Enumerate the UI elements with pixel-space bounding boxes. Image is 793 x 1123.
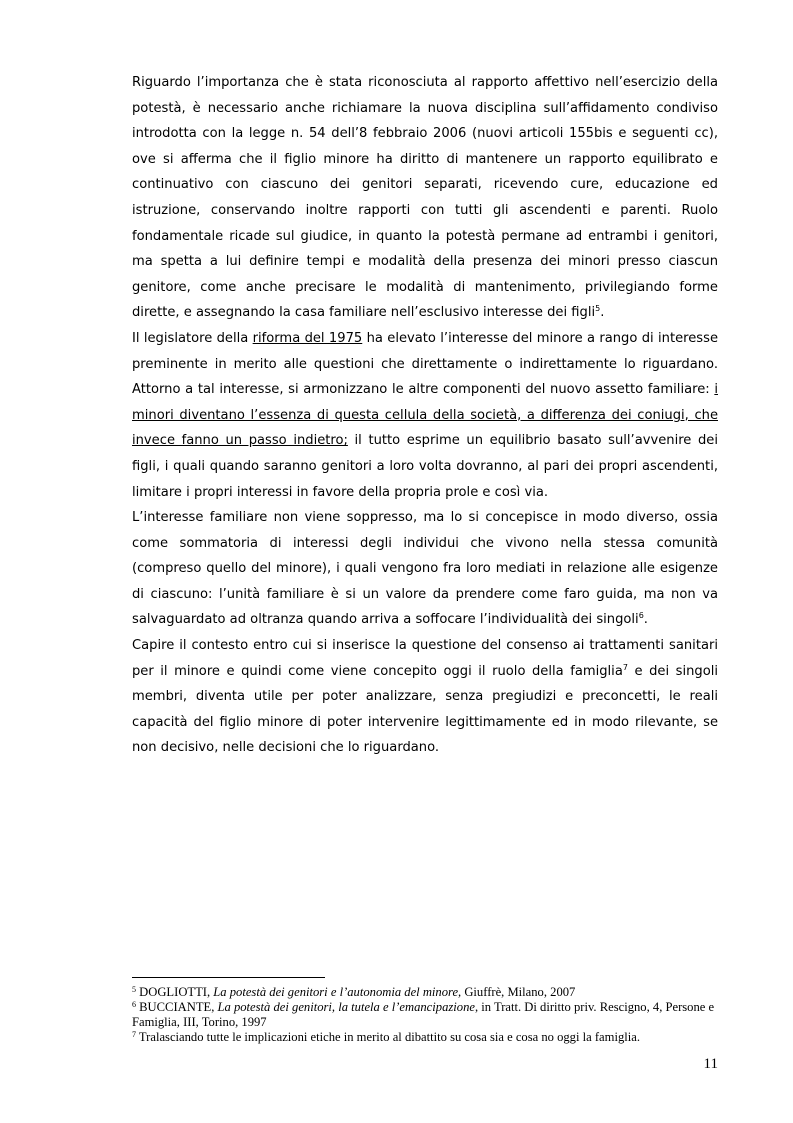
footnote-number: 7 (132, 1030, 136, 1039)
footnote-title: La potestà dei genitori e l’autonomia del minore, (213, 985, 462, 999)
underlined-passage: i minori diventano l’essenza di questa cellula della società, a differenza dei coniugi, che invece fanno un passo indietro; (132, 382, 718, 449)
footnote-source: Giuffrè, Milano, 2007 (461, 985, 576, 999)
paragraph-end: il tutto esprime un equilibrio basato sull’avvenire dei figli, i quali quando saranno genitori a loro volta dovranno, al pari dei propri ascendenti, limitare i propri interessi in favore della propria prole e così via. (132, 433, 718, 500)
footnote-source: , in Tratt. Di diritto priv. Rescigno, 4, Persone e Famiglia, III, Torino, 1997 (132, 1000, 715, 1029)
paragraph-text: Il legislatore della (132, 330, 253, 346)
footnote-ref-6[interactable]: 6 (638, 611, 644, 621)
body-text (132, 70, 718, 761)
footnote-ref-5[interactable]: 5 (595, 304, 601, 314)
paragraph-end: e dei singoli membri, diventa utile per poter analizzare, senza pregiudizi e preconcetti, le reali capacità del figlio minore di poter intervenire legittimamente ed in modo rilevante, se non decisivo, nelle decisioni che lo riguardano. (132, 663, 719, 756)
paragraph-text: ha elevato l’interesse del minore a rango di interesse preminente in merito alle questioni che direttamente o indirettamente lo riguardano. Attorno a tal interesse, si armonizzano le altre componenti del nuovo assetto familiare: (132, 330, 718, 398)
paragraph-text: Capire il contesto entro cui si inserisce la questione del consenso ai trattamenti sanitari per il minore e quindi come viene concepito oggi il ruolo della famiglia (132, 638, 718, 679)
riforma-link[interactable]: riforma del 1975 (252, 330, 363, 346)
paragraph-1 (132, 70, 718, 326)
paragraph-text: L’interesse familiare non viene soppresso, ma lo si concepisce in modo diverso, ossia come sommatoria di interessi degli individui che vivono nella stessa comunità (compreso quello del minore), i quali vengono fra loro mediati in relazione alle esigenze di ciascuno: l’unità familiare è si un valore da prendere come faro guida, ma non va salvaguardato ad oltranza quando arriva a soffocare l’individualità dei singoli (132, 510, 718, 628)
footnote-ref-7[interactable]: 7 (622, 662, 628, 672)
paragraph-text: Riguardo l’importanza che è stata riconosciuta al rapporto affettivo nell’esercizio della potestà, è necessario anche richiamare la nuova disciplina sull’affidamento condiviso introdotta con la legge n. 54 dell’8 febbraio 2006 (nuovi articoli 155bis e seguenti cc), ove si afferma che il figlio minore ha diritto di mantenere un rapporto equilibrato e continuativo con ciascuno dei genitori separati, ricevendo cure, educazione ed istruzione, conservando inoltre rapporti con tutti gli ascendenti e parenti. Ruolo fondamentale ricade sul giudice, in quanto la potestà permane ad entrambi i genitori, ma spetta a lui definire tempi e modalità della presenza dei minori presso ciascun genitore, come anche precisare le modalità di mantenimento, privilegiando forme dirette, e assegnando la casa familiare nell’esclusivo interesse dei figli (132, 75, 718, 321)
footnote-title: La potestà dei genitori, la tutela e l’emancipazione (217, 1000, 475, 1014)
paragraph-end: . (643, 612, 648, 628)
footnote-author: BUCCIANTE, (136, 1000, 218, 1014)
paragraph-3 (132, 505, 718, 633)
footnote-5 (132, 985, 718, 1000)
footnote-number: 6 (132, 1000, 136, 1009)
page-number: 11 (703, 1056, 718, 1072)
footnotes (132, 985, 718, 1045)
footnote-text: Tralasciando tutte le implicazioni etiche in merito al dibattito su cosa sia e cosa no oggi la famiglia. (136, 1030, 640, 1044)
paragraph-end: . (600, 305, 605, 321)
paragraph-4 (132, 633, 718, 761)
paragraph-2 (132, 326, 718, 505)
footnote-7 (132, 1030, 718, 1045)
footnote-number: 5 (132, 985, 136, 994)
footnote-author: DOGLIOTTI, (136, 985, 214, 999)
footnote-separator (132, 977, 325, 978)
footnote-6 (132, 1000, 718, 1030)
